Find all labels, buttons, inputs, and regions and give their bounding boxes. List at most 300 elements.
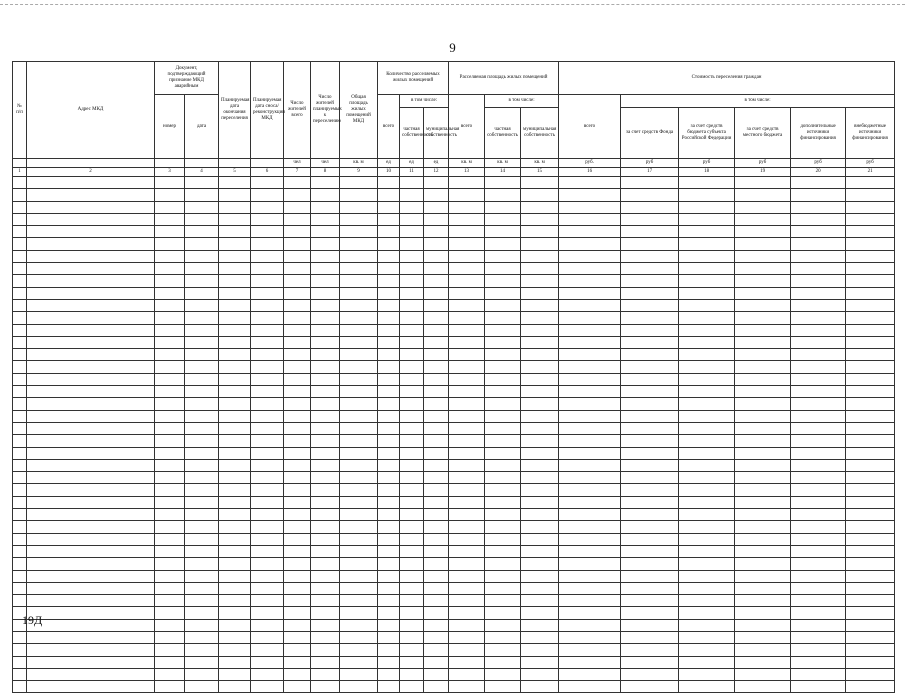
table-cell [13, 459, 27, 471]
table-cell [13, 631, 27, 643]
table-cell [284, 410, 311, 422]
table-cell [735, 226, 791, 238]
table-cell [340, 299, 378, 311]
table-cell [13, 275, 27, 287]
table-cell [311, 521, 340, 533]
table-row [13, 631, 895, 643]
table-cell [27, 484, 155, 496]
table-cell [13, 361, 27, 373]
table-cell [155, 631, 185, 643]
table-cell [155, 324, 185, 336]
table-cell [735, 595, 791, 607]
col-area-total: всего [449, 95, 485, 159]
table-cell [311, 213, 340, 225]
table-cell [449, 410, 485, 422]
table-cell [735, 607, 791, 619]
col-rooms-including: в том числе: [400, 95, 449, 108]
table-cell [449, 287, 485, 299]
table-cell [846, 336, 895, 348]
table-cell [311, 607, 340, 619]
table-cell [559, 312, 621, 324]
table-cell [679, 201, 735, 213]
table-cell [735, 631, 791, 643]
table-cell [155, 545, 185, 557]
table-cell: руб [735, 159, 791, 168]
table-cell [219, 324, 251, 336]
table-cell [13, 435, 27, 447]
table-cell [735, 681, 791, 693]
table-cell [340, 484, 378, 496]
table-cell [846, 410, 895, 422]
table-cell [485, 250, 521, 262]
table-cell [621, 398, 679, 410]
table-cell [735, 287, 791, 299]
table-cell [284, 177, 311, 189]
table-cell [219, 410, 251, 422]
table-cell [284, 447, 311, 459]
table-cell [449, 312, 485, 324]
table-cell [311, 410, 340, 422]
table-cell [485, 410, 521, 422]
table-cell [27, 533, 155, 545]
table-cell [559, 361, 621, 373]
table-cell [311, 386, 340, 398]
table-cell [219, 570, 251, 582]
table-cell [449, 472, 485, 484]
table-cell [219, 213, 251, 225]
table-cell [791, 619, 846, 631]
table-cell [13, 250, 27, 262]
table-cell [449, 447, 485, 459]
table-cell [311, 509, 340, 521]
table-cell [559, 681, 621, 693]
table-cell [13, 644, 27, 656]
table-cell [340, 250, 378, 262]
table-cell [340, 386, 378, 398]
table-cell [621, 324, 679, 336]
table-cell [621, 386, 679, 398]
table-cell [521, 213, 559, 225]
table-cell [219, 595, 251, 607]
table-cell [791, 324, 846, 336]
table-cell [378, 595, 400, 607]
table-cell [791, 226, 846, 238]
table-cell [679, 656, 735, 668]
table-cell [424, 656, 449, 668]
table-cell [449, 373, 485, 385]
table-cell [219, 509, 251, 521]
table-cell [378, 582, 400, 594]
table-cell [13, 656, 27, 668]
table-cell [284, 484, 311, 496]
table-cell [424, 447, 449, 459]
table-cell [219, 336, 251, 348]
table-cell [251, 398, 284, 410]
table-cell [284, 509, 311, 521]
table-cell [155, 238, 185, 250]
table-cell [791, 373, 846, 385]
table-cell [340, 410, 378, 422]
table-cell [155, 373, 185, 385]
table-cell [846, 558, 895, 570]
table-cell [846, 177, 895, 189]
table-cell [27, 177, 155, 189]
table-cell [449, 668, 485, 680]
table-cell [27, 435, 155, 447]
table-cell [284, 238, 311, 250]
table-cell [424, 644, 449, 656]
table-cell [340, 668, 378, 680]
table-cell [400, 533, 424, 545]
table-row [13, 496, 895, 508]
table-cell [735, 410, 791, 422]
table-cell [185, 287, 219, 299]
table-cell [27, 545, 155, 557]
table-cell [424, 545, 449, 557]
table-cell [559, 558, 621, 570]
table-cell [13, 484, 27, 496]
table-cell [251, 656, 284, 668]
table-cell [679, 619, 735, 631]
table-cell: кв. м [485, 159, 521, 168]
table-cell [424, 619, 449, 631]
table-cell [521, 373, 559, 385]
table-cell [13, 668, 27, 680]
table-cell [284, 349, 311, 361]
table-cell [424, 607, 449, 619]
table-row [13, 299, 895, 311]
table-cell [521, 570, 559, 582]
table-cell [378, 373, 400, 385]
table-cell [219, 656, 251, 668]
table-cell [185, 159, 219, 168]
table-cell [424, 312, 449, 324]
table-cell [311, 681, 340, 693]
table-cell [791, 644, 846, 656]
table-cell [485, 447, 521, 459]
table-cell [485, 201, 521, 213]
table-cell [559, 238, 621, 250]
table-cell [185, 373, 219, 385]
table-cell [185, 582, 219, 594]
table-cell [219, 644, 251, 656]
table-cell [311, 595, 340, 607]
table-row [13, 398, 895, 410]
col-address: Адрес МКД [27, 62, 155, 159]
table-cell [340, 582, 378, 594]
table-cell [791, 238, 846, 250]
table-cell [424, 250, 449, 262]
table-cell [521, 263, 559, 275]
col-residents-total: Число жителей всего [284, 62, 311, 159]
table-cell [679, 312, 735, 324]
table-cell [155, 398, 185, 410]
table-cell [449, 509, 485, 521]
table-cell [846, 398, 895, 410]
table-cell [679, 509, 735, 521]
table-cell [400, 263, 424, 275]
table-row [13, 558, 895, 570]
table-cell [13, 299, 27, 311]
table-cell [400, 459, 424, 471]
table-cell [251, 373, 284, 385]
table-cell [378, 336, 400, 348]
table-cell [13, 336, 27, 348]
table-cell: ед [378, 159, 400, 168]
table-cell [185, 312, 219, 324]
table-cell [340, 201, 378, 213]
table-cell [449, 459, 485, 471]
table-cell [378, 287, 400, 299]
table-cell [284, 631, 311, 643]
table-cell [378, 349, 400, 361]
table-cell [219, 484, 251, 496]
col-doc-number: номер [155, 95, 185, 159]
table-cell [340, 496, 378, 508]
table-cell [185, 570, 219, 582]
table-cell [621, 509, 679, 521]
table-cell [340, 607, 378, 619]
table-cell [340, 595, 378, 607]
table-cell [735, 509, 791, 521]
table-cell [284, 435, 311, 447]
table-cell [521, 644, 559, 656]
table-row [13, 201, 895, 213]
table-cell [27, 349, 155, 361]
table-cell [400, 472, 424, 484]
table-cell [155, 287, 185, 299]
table-cell [559, 373, 621, 385]
table-cell [219, 386, 251, 398]
table-cell [521, 521, 559, 533]
table-cell [485, 607, 521, 619]
table-cell [559, 582, 621, 594]
table-cell [284, 472, 311, 484]
table-cell [559, 521, 621, 533]
table-cell [340, 521, 378, 533]
table-cell [284, 582, 311, 594]
table-cell [251, 668, 284, 680]
table-cell [251, 631, 284, 643]
table-cell [400, 447, 424, 459]
table-cell [311, 582, 340, 594]
table-cell [424, 668, 449, 680]
table-cell [251, 336, 284, 348]
table-cell [284, 644, 311, 656]
table-cell [284, 668, 311, 680]
table-cell [155, 349, 185, 361]
table-cell [485, 472, 521, 484]
table-cell [251, 496, 284, 508]
table-cell [400, 324, 424, 336]
table-cell [311, 373, 340, 385]
table-cell [559, 619, 621, 631]
table-cell [13, 447, 27, 459]
table-cell [846, 299, 895, 311]
table-cell [340, 324, 378, 336]
table-cell [846, 447, 895, 459]
table-cell [521, 361, 559, 373]
table-cell [521, 619, 559, 631]
table-cell [251, 459, 284, 471]
table-cell [521, 558, 559, 570]
table-cell [621, 435, 679, 447]
table-cell [559, 607, 621, 619]
table-cell [424, 287, 449, 299]
table-cell [378, 250, 400, 262]
table-cell [311, 668, 340, 680]
table-cell [251, 201, 284, 213]
table-row [13, 656, 895, 668]
table-cell [378, 545, 400, 557]
col-rooms-count: Количество расселяемых жилых помещений [378, 62, 449, 95]
table-cell [185, 410, 219, 422]
table-cell [559, 656, 621, 668]
table-cell [735, 299, 791, 311]
table-cell [400, 250, 424, 262]
table-cell [13, 410, 27, 422]
table-cell [284, 226, 311, 238]
table-cell [679, 287, 735, 299]
table-cell [621, 558, 679, 570]
table-cell [449, 263, 485, 275]
table-cell [521, 631, 559, 643]
table-cell [400, 189, 424, 201]
table-cell [424, 398, 449, 410]
table-cell [311, 631, 340, 643]
table-cell [251, 287, 284, 299]
table-cell [185, 336, 219, 348]
table-cell [13, 570, 27, 582]
table-cell [219, 472, 251, 484]
table-cell [679, 422, 735, 434]
table-cell [311, 422, 340, 434]
table-cell [378, 312, 400, 324]
table-cell [679, 582, 735, 594]
table-cell [735, 373, 791, 385]
table-cell [311, 349, 340, 361]
table-cell: 8 [311, 168, 340, 177]
table-cell [27, 607, 155, 619]
table-cell [340, 336, 378, 348]
table-cell [679, 484, 735, 496]
table-cell [219, 545, 251, 557]
table-cell [485, 213, 521, 225]
table-cell [378, 299, 400, 311]
table-cell [791, 410, 846, 422]
table-cell [13, 521, 27, 533]
table-row [13, 250, 895, 262]
table-cell [485, 582, 521, 594]
table-cell [485, 422, 521, 434]
table-cell [424, 263, 449, 275]
table-cell [521, 201, 559, 213]
table-cell [27, 410, 155, 422]
table-cell [155, 299, 185, 311]
table-cell [424, 582, 449, 594]
table-cell [846, 189, 895, 201]
table-cell [13, 324, 27, 336]
table-cell [251, 558, 284, 570]
table-cell [13, 177, 27, 189]
table-cell [27, 644, 155, 656]
table-cell [311, 533, 340, 545]
table-cell [185, 472, 219, 484]
table-cell [679, 668, 735, 680]
table-cell [791, 177, 846, 189]
table-row [13, 386, 895, 398]
table-cell [621, 312, 679, 324]
table-row [13, 484, 895, 496]
table-cell [791, 484, 846, 496]
col-total-area: Общая площадь жилых помещений МКД [340, 62, 378, 159]
table-cell [621, 410, 679, 422]
table-cell [621, 496, 679, 508]
table-cell [219, 496, 251, 508]
table-cell [27, 226, 155, 238]
table-cell [521, 250, 559, 262]
table-cell [185, 263, 219, 275]
table-cell [424, 213, 449, 225]
table-cell [679, 631, 735, 643]
table-cell [378, 644, 400, 656]
table-cell [378, 398, 400, 410]
table-cell [621, 668, 679, 680]
table-cell [791, 336, 846, 348]
table-cell [400, 607, 424, 619]
table-cell: 5 [219, 168, 251, 177]
table-cell [559, 570, 621, 582]
col-cost-local: за счет средств местного бюджета [735, 108, 791, 159]
table-cell [13, 159, 27, 168]
table-cell: руб [846, 159, 895, 168]
table-cell [311, 299, 340, 311]
table-cell [679, 349, 735, 361]
table-cell [378, 177, 400, 189]
table-cell [735, 558, 791, 570]
table-cell: 15 [521, 168, 559, 177]
col-cost-including: в том числе: [621, 95, 895, 108]
table-cell [735, 275, 791, 287]
table-cell [621, 263, 679, 275]
table-cell [311, 324, 340, 336]
table-row [13, 447, 895, 459]
table-cell [27, 459, 155, 471]
table-cell [378, 459, 400, 471]
table-cell [27, 250, 155, 262]
table-cell [13, 226, 27, 238]
table-cell [791, 447, 846, 459]
table-cell [485, 398, 521, 410]
units-row [13, 159, 895, 168]
table-cell [735, 435, 791, 447]
table-cell [485, 668, 521, 680]
table-cell [449, 299, 485, 311]
table-cell [400, 336, 424, 348]
table-cell [846, 238, 895, 250]
table-cell [791, 570, 846, 582]
table-cell [679, 533, 735, 545]
table-cell [449, 275, 485, 287]
table-cell [13, 509, 27, 521]
table-cell [155, 570, 185, 582]
table-cell [679, 410, 735, 422]
table-cell [679, 336, 735, 348]
table-cell [449, 521, 485, 533]
table-cell [621, 484, 679, 496]
table-cell [284, 656, 311, 668]
table-cell [185, 324, 219, 336]
